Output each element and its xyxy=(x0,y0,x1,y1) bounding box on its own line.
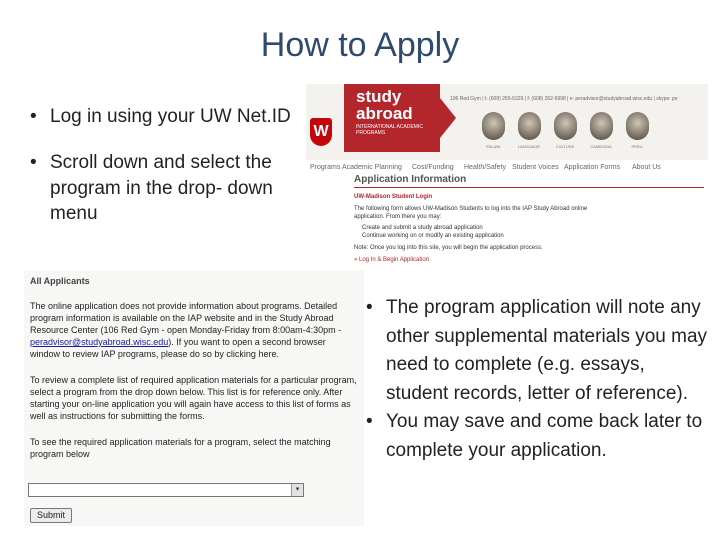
bullet-supplemental-materials: • The program application will note any other supplemental materials you may need to complete (e.g. essays, student records, letter of reference). xyxy=(358,294,712,408)
photo-caption: ITALIAN xyxy=(485,144,501,149)
login-begin-link[interactable]: » Log In & Begin Application xyxy=(354,257,430,263)
login-panel xyxy=(354,194,594,288)
logo-tag-point xyxy=(440,98,456,138)
uw-crest-icon: W xyxy=(310,118,332,146)
login-intro: The following form allows UW-Madison Students to log into the IAP Study Abroad online application. From there you may: xyxy=(354,206,588,220)
right-bullet-list xyxy=(358,294,712,465)
nav-academic-planning[interactable]: Academic Planning xyxy=(342,164,402,171)
login-option-continue: Continue working on or modify an existing application xyxy=(362,233,504,239)
site-contact-line: 106 Red Gym | t: (608) 265-6329 | f: (608) 262-6998 | e: peradvisor@studyabroad.wisc.edu | skype: pe xyxy=(450,96,678,102)
application-form-screenshot xyxy=(24,270,364,526)
bullet-select-program: • Scroll down and select the program in the drop- down menu xyxy=(22,150,312,227)
student-photo[interactable] xyxy=(482,112,505,140)
study-abroad-logo[interactable] xyxy=(344,84,440,152)
form-paragraph-info: The online application does not provide information about programs. Detailed program information is available on the IAP website and in the Study Abroad Resource Center (106 Red Gym - open Monday-Friday from 8:00am-4:30pm - peradvisor@studyabroad.wisc.edu). If you want to open a second browser window to review IAP programs, please do so by clicking here. xyxy=(30,301,342,359)
nav-about-us[interactable]: About Us xyxy=(632,164,661,171)
photo-caption: CULTURE xyxy=(555,144,575,149)
form-paragraph-materials: To review a complete list of required application materials for a particular program, select a program from the drop down below. This list is for reference only. After starting your on-line application you will again have access to this list of forms as well as instructions for submitting the forms. xyxy=(30,375,357,421)
bullet-save-later: • You may save and come back later to complete your application. xyxy=(358,408,712,465)
slide-title: How to Apply xyxy=(260,26,460,64)
study-abroad-site-screenshot xyxy=(306,84,708,288)
bullet-login: • Log in using your UW Net.ID xyxy=(22,104,312,130)
heading-divider xyxy=(354,187,704,188)
nav-cost-funding[interactable]: Cost/Funding xyxy=(412,164,454,171)
student-photo[interactable] xyxy=(626,112,649,140)
submit-button[interactable]: Submit xyxy=(30,508,72,523)
site-nav-bar xyxy=(306,164,708,174)
photo-caption: LANGUAGE xyxy=(517,144,541,149)
student-photo[interactable] xyxy=(518,112,541,140)
chevron-down-icon[interactable]: ▾ xyxy=(291,484,303,496)
photo-caption: CAMBODIA xyxy=(590,144,612,149)
logo-subtitle: INTERNATIONAL ACADEMIC PROGRAMS xyxy=(356,124,423,136)
login-option-create: Create and submit a study abroad application xyxy=(362,225,483,231)
login-title: UW-Madison Student Login xyxy=(354,194,433,200)
form-paragraph-select: To see the required application materials for a program, select the matching program below xyxy=(30,437,331,459)
left-bullet-list xyxy=(22,104,312,247)
student-photo[interactable] xyxy=(554,112,577,140)
login-note: Note: Once you log into this site, you will begin the application process. xyxy=(354,245,543,251)
logo-text: study abroad xyxy=(356,87,413,123)
program-select-dropdown[interactable] xyxy=(28,483,304,497)
advisor-email-link[interactable]: peradvisor@studyabroad.wisc.edu xyxy=(30,337,169,347)
application-info-heading: Application Information xyxy=(354,174,467,185)
form-heading: All Applicants xyxy=(30,276,90,286)
photo-caption: PERU xyxy=(631,144,643,149)
nav-application-forms[interactable]: Application Forms xyxy=(564,164,621,171)
nav-programs[interactable]: Programs xyxy=(310,164,341,171)
nav-student-voices[interactable]: Student Voices xyxy=(512,164,559,171)
nav-health-safety[interactable]: Health/Safety xyxy=(464,164,507,171)
student-photo[interactable] xyxy=(590,112,613,140)
